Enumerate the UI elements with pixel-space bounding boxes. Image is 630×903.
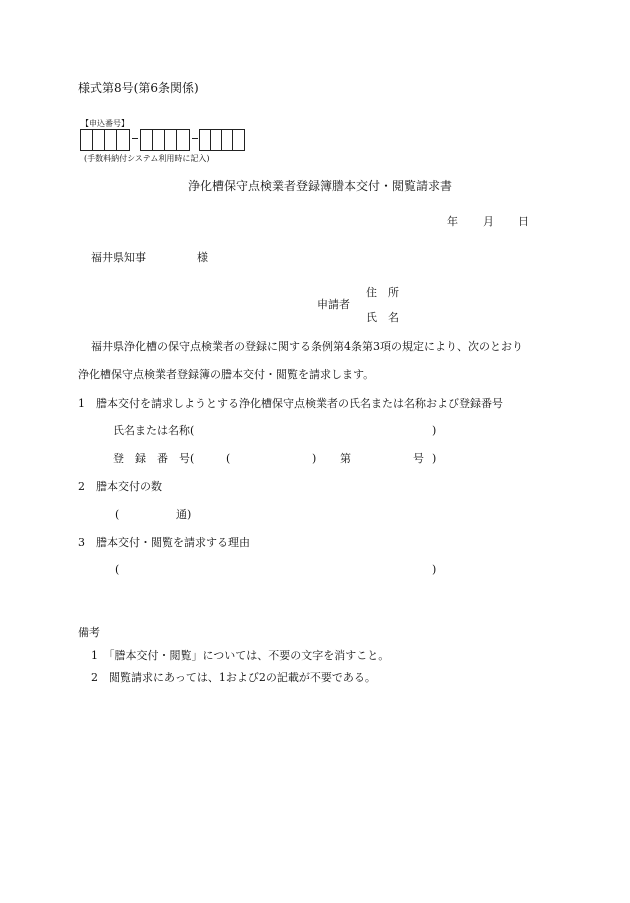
reason-open-paren: (	[115, 563, 120, 576]
section-2-heading: 2 謄本交付の数	[78, 480, 162, 493]
digit-box[interactable]	[141, 130, 153, 150]
registration-go: 号	[413, 452, 424, 465]
registration-number-label: 登 録 番 号(	[113, 452, 195, 465]
digit-box[interactable]	[81, 130, 93, 150]
section-1-heading: 1 謄本交付を請求しようとする浄化槽保守点検業者の氏名または名称および登録番号	[78, 397, 503, 410]
application-number-note: (手数料納付システム利用時に記入)	[84, 154, 210, 163]
digit-box[interactable]	[105, 130, 117, 150]
copies-open-paren: (	[115, 508, 120, 521]
application-number-group-3[interactable]	[199, 129, 245, 151]
number-separator	[132, 138, 138, 139]
application-number-label: 【申込番号】	[81, 119, 129, 128]
body-text-line-1: 福井県浄化槽の保守点検業者の登録に関する条例第4条第3項の規定により、次のとおり	[91, 340, 523, 353]
date-year: 年	[447, 215, 458, 228]
date-day: 日	[518, 215, 529, 228]
note-item-2: 2 閲覧請求にあっては、1および2の記載が不要である。	[91, 671, 376, 684]
digit-box[interactable]	[165, 130, 177, 150]
application-number-group-1[interactable]	[80, 129, 130, 151]
section-3-heading: 3 謄本交付・閲覧を請求する理由	[78, 536, 250, 549]
note-item-1: 1 「謄本交付・閲覧」については、不要の文字を消すこと。	[91, 649, 390, 662]
digit-box[interactable]	[233, 130, 244, 150]
name-field-label: 氏名または名称(	[113, 424, 195, 437]
copies-unit: 通)	[176, 508, 192, 521]
application-number-group-2[interactable]	[140, 129, 190, 151]
applicant-name-label: 氏 名	[366, 311, 399, 324]
digit-box[interactable]	[153, 130, 165, 150]
digit-box[interactable]	[117, 130, 129, 150]
registration-close-paren: )	[312, 452, 317, 465]
name-field-close: )	[432, 424, 437, 437]
addressee-honorific: 様	[197, 251, 208, 264]
registration-open-paren: (	[226, 452, 231, 465]
applicant-address-label: 住 所	[366, 286, 399, 299]
date-month: 月	[483, 215, 494, 228]
document-title: 浄化槽保守点検業者登録簿謄本交付・閲覧請求書	[188, 179, 453, 193]
digit-box[interactable]	[93, 130, 105, 150]
digit-box[interactable]	[200, 130, 211, 150]
registration-dai: 第	[340, 452, 351, 465]
applicant-label: 申請者	[317, 298, 350, 311]
body-text-line-2: 浄化槽保守点検業者登録簿の謄本交付・閲覧を請求します。	[78, 368, 375, 381]
digit-box[interactable]	[211, 130, 222, 150]
reason-close-paren: )	[432, 563, 437, 576]
registration-field-close: )	[432, 452, 437, 465]
number-separator	[192, 138, 198, 139]
addressee-name: 福井県知事	[91, 251, 146, 264]
digit-box[interactable]	[222, 130, 233, 150]
form-number: 様式第8号(第6条関係)	[78, 81, 199, 95]
digit-box[interactable]	[177, 130, 189, 150]
notes-heading: 備考	[78, 626, 100, 639]
